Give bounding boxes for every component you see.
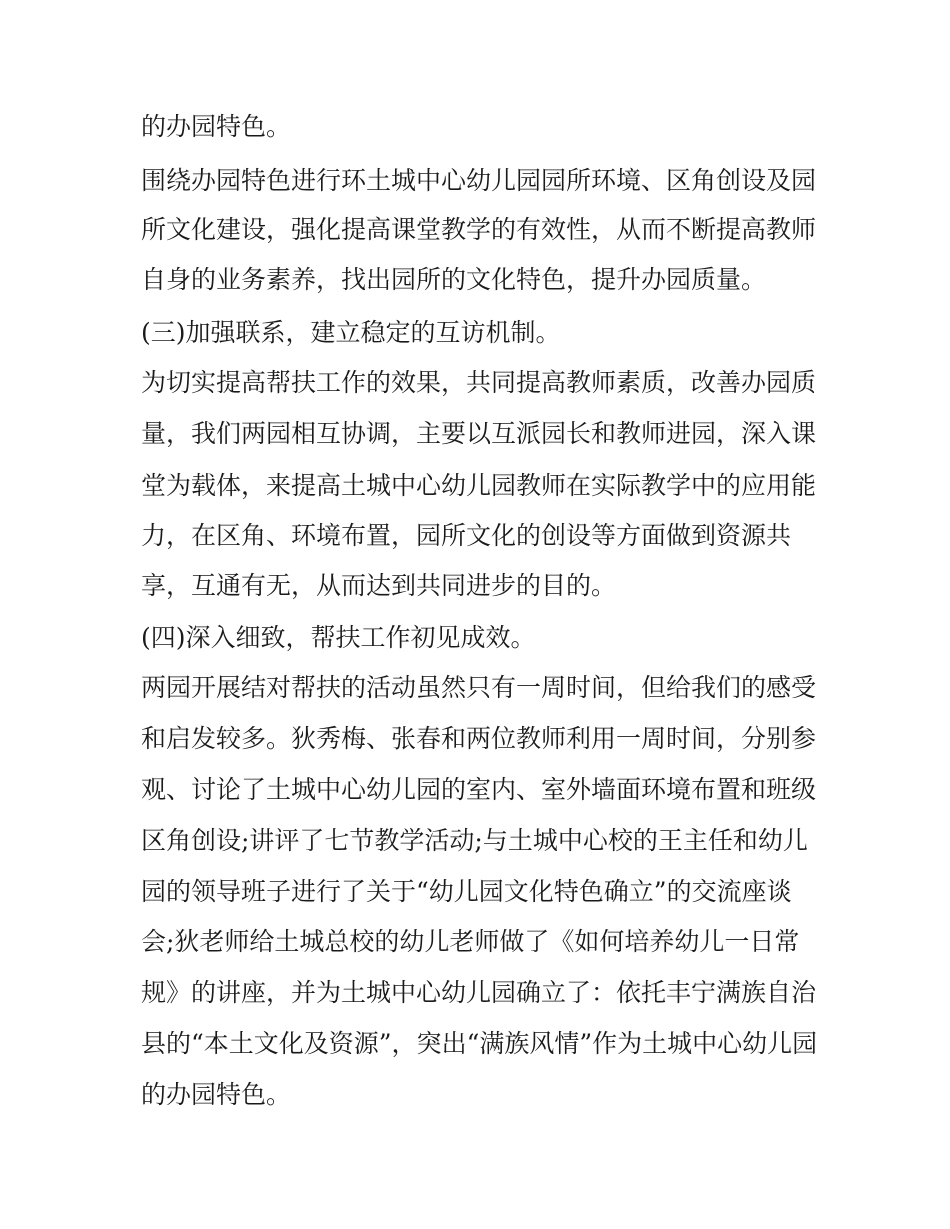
text-line: 力，在区角、环境布置，园所文化的创设等方面做到资源共 <box>141 521 792 550</box>
text-line: 为切实提高帮扶工作的效果，共同提高教师素质，改善办园质 <box>141 368 817 397</box>
text-line: 区角创设;讲评了七节教学活动;与土城中心校的王主任和幼儿 <box>141 826 808 855</box>
text-line: 的办园特色。 <box>141 112 292 141</box>
text-line: 和启发较多。狄秀梅、张春和两位教师利用一周时间，分别参 <box>141 724 817 753</box>
text-line: 围绕办园特色进行环土城中心幼儿园园所环境、区角创设及园 <box>141 166 817 195</box>
text-line: 自身的业务素养，找出园所的文化特色，提升办园质量。 <box>141 265 767 294</box>
section-heading: (三)加强联系，建立稳定的互访机制。 <box>141 318 561 347</box>
section-heading: (四)深入细致，帮扶工作初见成效。 <box>141 623 536 652</box>
text-line: 享，互通有无，从而达到共同进步的目的。 <box>141 571 617 600</box>
text-line: 堂为载体，来提高土城中心幼儿园教师在实际教学中的应用能 <box>141 471 817 500</box>
text-line: 两园开展结对帮扶的活动虽然只有一周时间，但给我们的感受 <box>141 673 817 702</box>
text-line: 观、讨论了土城中心幼儿园的室内、室外墙面环境布置和班级 <box>141 775 817 804</box>
text-line: 园的领导班子进行了关于“幼儿园文化特色确立”的交流座谈 <box>141 877 792 906</box>
text-line: 的办园特色。 <box>141 1080 292 1109</box>
text-line: 规》的讲座，并为土城中心幼儿园确立了：依托丰宁满族自治 <box>141 978 817 1007</box>
text-line: 县的“本土文化及资源”，突出“满族风情”作为土城中心幼儿园 <box>141 1029 818 1058</box>
text-line: 所文化建设，强化提高课堂教学的有效性，从而不断提高教师 <box>141 215 817 244</box>
text-line: 量，我们两园相互协调，主要以互派园长和教师进园，深入课 <box>141 419 817 448</box>
text-line: 会;狄老师给土城总校的幼儿老师做了《如何培养幼儿一日常 <box>141 927 800 956</box>
